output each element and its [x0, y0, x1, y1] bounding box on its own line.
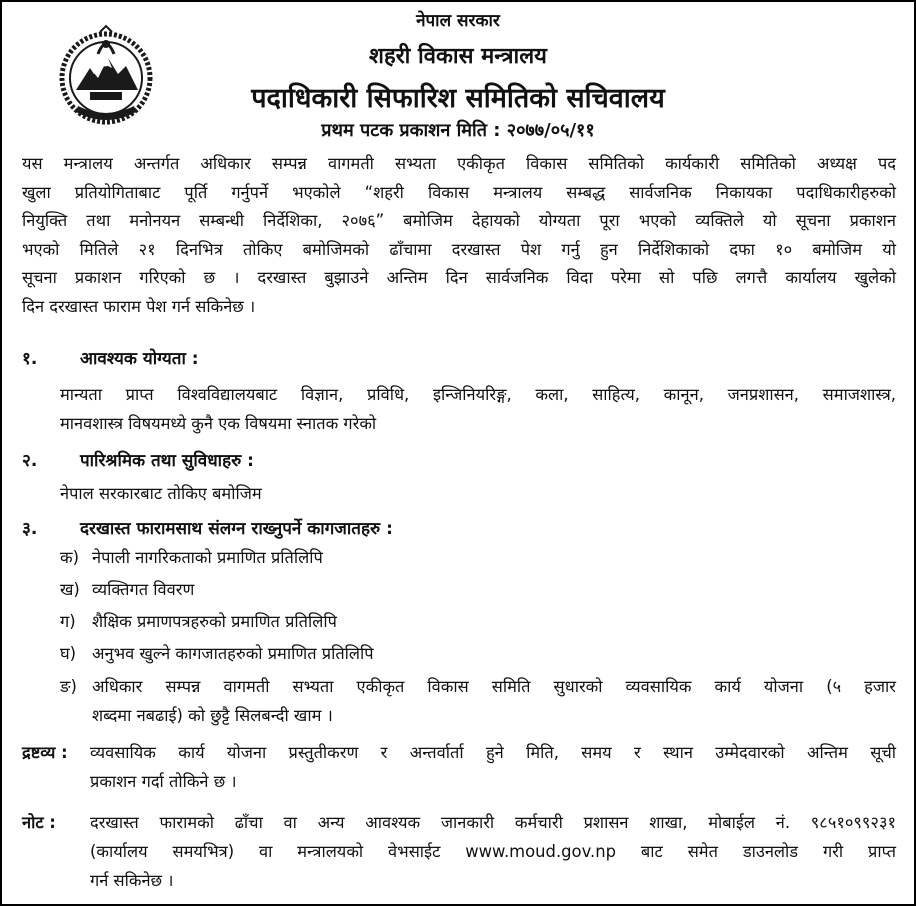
ministry-name: शहरी विकास मन्त्रालय: [369, 44, 547, 69]
item-label: घ): [60, 644, 77, 663]
intro-line: नियुक्ति तथा मनोनयन सम्बन्धी निर्देशिका, २०७६” बमोजिम देहायको योग्यता पूरा भएको व्यक्तिले यो सूचना प्रकाशन: [22, 211, 896, 230]
section-line: मानवशास्त्र विषयमध्ये कुनै एक विषयमा स्नातक गरेको: [60, 414, 377, 433]
note-line: दरखास्त फारामको ढाँचा वा अन्य आवश्यक जानकारी कर्मचारी प्रशासन शाखा, मोबाईल नं. ९८५१०९९२३१: [90, 813, 896, 832]
item-text: शैक्षिक प्रमाणपत्रहरुको प्रमाणित प्रतिलिपि: [92, 612, 337, 631]
note-label: द्रष्टव्य :: [22, 743, 68, 762]
note-label: नोट :: [22, 813, 56, 832]
section-body-remuneration: [60, 479, 896, 508]
note-line: गर्न सकिनेछ ।: [90, 871, 174, 890]
note-line: (कार्यालय समयभित्र) वा मन्त्रालयको वेभसाईट www.moud.gov.np बाट समेत डाउनलोड गरी प्राप्त: [90, 842, 896, 861]
intro-line: सूचना प्रकाशन गरिएको छ । दरखास्त बुझाउने अन्तिम दिन सार्वजनिक विदा परेमा सो पछि लगत्तै कार्यालय खुलेको: [22, 268, 896, 287]
item-line: शब्दमा नबढाई) को छुट्टै सिलबन्दी खाम ।: [92, 706, 333, 725]
publish-date: प्रथम पटक प्रकाशन मिति : २०७७/०५/११: [321, 120, 595, 141]
section-title: दरखास्त फारामसाथ संलग्न राख्नुपर्ने कागजातहरु :: [80, 519, 393, 539]
section-title: पारिश्रमिक तथा सुविधाहरु :: [80, 451, 254, 471]
secretariat-title: पदाधिकारी सिफारिश समितिको सचिवालय: [251, 83, 665, 114]
intro-paragraph: [22, 150, 896, 321]
item-label: ङ): [60, 677, 77, 696]
note-line: प्रकाशन गर्दा तोकिने छ ।: [90, 772, 237, 791]
note-text: [90, 808, 896, 895]
item-text: नेपाली नागरिकताको प्रमाणित प्रतिलिपि: [92, 548, 323, 567]
note-line: व्यवसायिक कार्य योजना प्रस्तुतीकरण र अन्तर्वार्ता हुने मिति, समय र स्थान उम्मेदवारको अन्तिम सूची: [90, 743, 896, 762]
section-heading-qualification: [22, 346, 199, 369]
item-line: [60, 672, 896, 701]
item-label: ग): [60, 612, 76, 631]
item-label: क): [60, 548, 79, 567]
section-number: ३.: [22, 519, 38, 539]
item-text: व्यक्तिगत विवरण: [92, 580, 195, 599]
section-number: १.: [22, 349, 38, 369]
note-text: [90, 738, 896, 796]
section-body-qualification: [60, 380, 896, 438]
item-label: ख): [60, 580, 80, 599]
list-item: [60, 607, 896, 636]
intro-line: यस मन्त्रालय अन्तर्गत अधिकार सम्पन्न वागमती सभ्यता एकीकृत विकास समितिको कार्यकारी समितिको अध्यक्ष पद: [22, 154, 896, 173]
list-item: [60, 639, 896, 668]
intro-line: खुला प्रतियोगिताबाट पूर्ति गर्नुपर्ने भएकोले “शहरी विकास मन्त्रालय सम्बद्ध सार्वजनिक निकायका पदाधिकारीहरुको: [22, 182, 896, 202]
list-item: [60, 575, 896, 604]
section-line: मान्यता प्राप्त विश्वविद्यालयबाट विज्ञान, प्रविधि, इन्जिनियरिङ्ग, कला, साहित्य, कानून, जनप्रशासन, समाजशास्त्र,: [60, 385, 896, 404]
item-text: अधिकार सम्पन्न वागमती सभ्यता एकीकृत विकास समिति सुधारको व्यवसायिक कार्य योजना (५ हजार: [92, 677, 896, 696]
section-title: आवश्यक योग्यता :: [80, 349, 199, 369]
intro-line: भएको मितिले २१ दिनभित्र तोकिए बमोजिमको ढाँचामा दरखास्त पेश गर्नु हुन निर्देशिकाको दफा १० बमोजिम यो: [22, 239, 896, 259]
section-heading-remuneration: [22, 448, 254, 471]
intro-line: दिन दरखास्त फाराम पेश गर्न सकिनेछ ।: [22, 296, 256, 316]
section-number: २.: [22, 451, 38, 471]
list-item: [60, 672, 896, 730]
list-item: [60, 543, 896, 572]
section-heading-documents: [22, 516, 393, 539]
section-line: नेपाल सरकारबाट तोकिए बमोजिम: [60, 484, 262, 503]
item-text: अनुभव खुल्ने कागजातहरुको प्रमाणित प्रतिलिपि: [92, 644, 374, 663]
government-name: नेपाल सरकार: [416, 11, 500, 31]
